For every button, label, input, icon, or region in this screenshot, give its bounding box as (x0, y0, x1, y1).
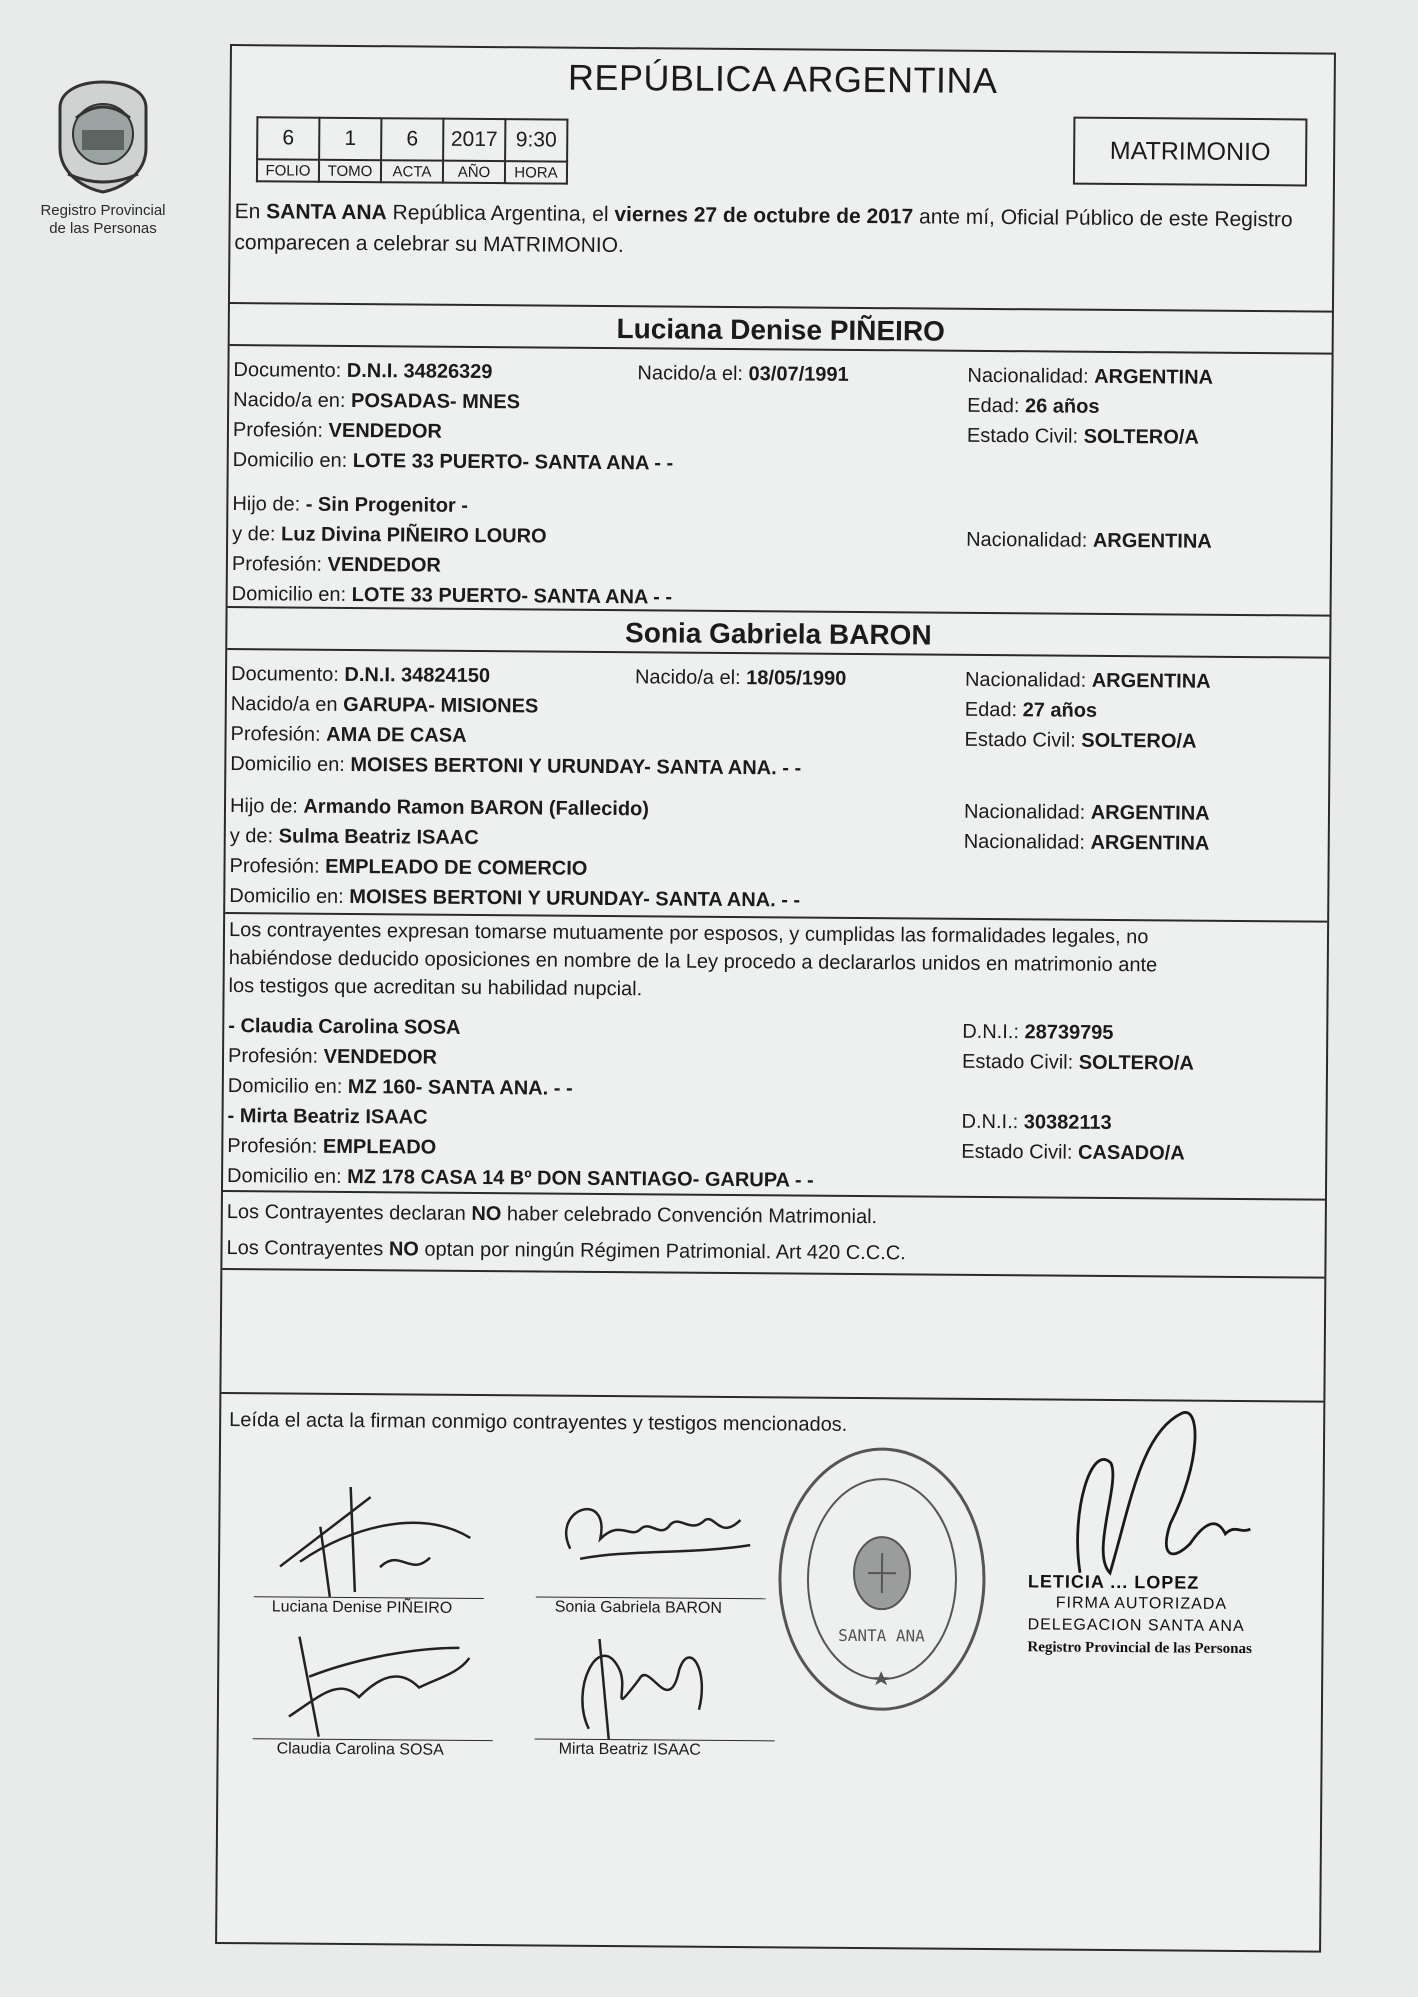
witness2-estado-civil: Estado Civil: CASADO/A (961, 1140, 1185, 1165)
regime-line1: Los Contrayentes declaran NO haber celebrado Convención Matrimonial. (226, 1201, 878, 1229)
spouse2-nacionalidad: Nacionalidad: ARGENTINA (964, 668, 1211, 693)
folio-label: FOLIO (257, 159, 319, 181)
spouse1-name: Luciana Denise PIÑEIRO (230, 302, 1332, 355)
declaration-line1: Los contrayentes expresan tomarse mutuamente por esposos, y cumplidas las formalidades legales, no (228, 919, 1149, 949)
spouse2-profesion: Profesión: AMA DE CASA (230, 723, 467, 747)
spouse2-name: Sonia Gabriela BARON (227, 606, 1329, 659)
marriage-certificate (215, 44, 1336, 1953)
signature-claudia (259, 1616, 490, 1748)
folio-value: 6 (257, 117, 319, 159)
spouse1-edad: Edad: 26 años (967, 394, 1100, 418)
signature-mirta (539, 1608, 740, 1750)
witness2-profesion: Profesión: EMPLEADO (227, 1135, 437, 1159)
witness1-domicilio: Domicilio en: MZ 160- SANTA ANA. - - (227, 1075, 573, 1100)
document-title: REPÚBLICA ARGENTINA (567, 56, 998, 102)
intro-date: viernes 27 de octubre de 2017 (614, 203, 914, 229)
official-signature (1050, 1402, 1271, 1594)
anio-label: AÑO (443, 161, 505, 183)
tomo-value: 1 (319, 118, 381, 160)
spouse1-domicilio: Domicilio en: LOTE 33 PUERTO- SANTA ANA - - (232, 449, 674, 475)
signature-label-mirta: Mirta Beatriz ISAAC (558, 1740, 701, 1759)
signature-luciana (260, 1466, 491, 1608)
record-meta-table (256, 116, 569, 184)
seal-inner-text: SANTA ANA (838, 1625, 925, 1646)
intro-text-2: República Argentina, el (386, 201, 615, 227)
stamp-line1: LETICIA ... LOPEZ (1027, 1571, 1200, 1593)
witness1-estado-civil: Estado Civil: SOLTERO/A (961, 1050, 1195, 1075)
spouse2-padre: Hijo de: Armando Ramon BARON (Fallecido) (229, 795, 650, 821)
spouse1-madre-nacionalidad: Nacionalidad: ARGENTINA (966, 528, 1212, 553)
stamp-line2: FIRMA AUTORIZADA (1055, 1594, 1228, 1613)
regime-line2: Los Contrayentes NO optan por ningún Régimen Patrimonial. Art 420 C.C.C. (226, 1237, 906, 1265)
spouse1-madre: y de: Luz Divina PIÑEIRO LOURO (232, 523, 547, 548)
declaration-line3: los testigos que acreditan su habilidad nupcial. (228, 975, 643, 1001)
intro-text-1: En (234, 200, 267, 224)
spouse2-documento: Documento: D.N.I. 34824150 (230, 663, 491, 688)
signature-label-luciana: Luciana Denise PIÑEIRO (271, 1598, 453, 1617)
spouse2-domicilio: Domicilio en: MOISES BERTONI Y URUNDAY- SANTA ANA. - - (230, 753, 802, 780)
registry-logo (28, 78, 178, 238)
witness1-dni: D.N.I.: 28739795 (962, 1020, 1114, 1044)
spouse1-madre-profesion: Profesión: VENDEDOR (231, 553, 441, 577)
signature-label-sonia: Sonia Gabriela BARON (554, 1598, 722, 1617)
logo-caption-line2: de las Personas (49, 220, 157, 237)
signature-sonia (540, 1478, 761, 1590)
hora-value: 9:30 (505, 119, 567, 161)
spouse2-nacido-en: Nacido/a en GARUPA- MISIONES (230, 693, 539, 718)
witness2-domicilio: Domicilio en: MZ 178 CASA 14 Bº DON SANTIAGO- GARUPA - - (227, 1165, 814, 1192)
misiones-shield-icon (48, 78, 158, 196)
anio-value: 2017 (443, 119, 505, 161)
spouse2-padre-nacionalidad: Nacionalidad: ARGENTINA (963, 800, 1210, 825)
stamp-line4: Registro Provincial de las Personas (1027, 1639, 1252, 1658)
declaration-line2: habiéndose deducido oposiciones en nombre de la Ley procedo a declararlos unidos en matrimonio ante (228, 947, 1158, 977)
spouse1-nacido-el: Nacido/a el: 03/07/1991 (637, 362, 849, 386)
spouse2-estado-civil: Estado Civil: SOLTERO/A (964, 728, 1197, 753)
intro-text-3: ante mí, Oficial Público de este Registro comparecen a celebrar su MATRIMONIO. (234, 205, 1293, 258)
witness2-name: - Mirta Beatriz ISAAC (227, 1105, 428, 1129)
acta-label: ACTA (381, 160, 443, 182)
spouse1-documento: Documento: D.N.I. 34826329 (233, 359, 493, 384)
divider (221, 1392, 1323, 1403)
spouse1-estado-civil: Estado Civil: SOLTERO/A (966, 424, 1199, 449)
official-stamp (1027, 1570, 1252, 1660)
spouse1-padre: Hijo de: - Sin Progenitor - (232, 493, 469, 517)
spouse2-madre: y de: Sulma Beatriz ISAAC (229, 825, 479, 849)
spouse2-padres-profesion: Profesión: EMPLEADO DE COMERCIO (229, 855, 588, 880)
closing-text: Leída el acta la firman conmigo contrayentes y testigos mencionados. (229, 1409, 848, 1436)
spouse2-madre-nacionalidad: Nacionalidad: ARGENTINA (963, 830, 1210, 855)
intro-place: SANTA ANA (266, 200, 387, 225)
spouse1-profesion: Profesión: VENDEDOR (232, 419, 443, 443)
acta-value: 6 (381, 118, 443, 160)
spouse1-madre-domicilio: Domicilio en: LOTE 33 PUERTO- SANTA ANA - - (231, 583, 673, 609)
record-type-box: MATRIMONIO (1073, 117, 1308, 187)
spouse2-padres-domicilio: Domicilio en: MOISES BERTONI Y URUNDAY- SANTA ANA. - - (229, 885, 801, 912)
signature-label-claudia: Claudia Carolina SOSA (276, 1740, 444, 1759)
intro-paragraph (234, 196, 1324, 267)
hora-label: HORA (505, 161, 567, 183)
divider (222, 1268, 1324, 1279)
witness2-dni: D.N.I.: 30382113 (961, 1110, 1112, 1134)
witness1-name: - Claudia Carolina SOSA (228, 1015, 461, 1039)
spouse2-edad: Edad: 27 años (964, 698, 1098, 722)
spouse1-nacido-en: Nacido/a en: POSADAS- MNES (233, 389, 521, 414)
registry-seal-icon (771, 1440, 993, 1718)
spouse1-nacionalidad: Nacionalidad: ARGENTINA (967, 364, 1214, 389)
stamp-line3: DELEGACION SANTA ANA (1027, 1616, 1245, 1636)
witness1-profesion: Profesión: VENDEDOR (227, 1045, 438, 1069)
spouse2-nacido-el: Nacido/a el: 18/05/1990 (634, 666, 847, 690)
tomo-label: TOMO (319, 160, 381, 182)
logo-caption-line1: Registro Provincial (40, 202, 166, 219)
